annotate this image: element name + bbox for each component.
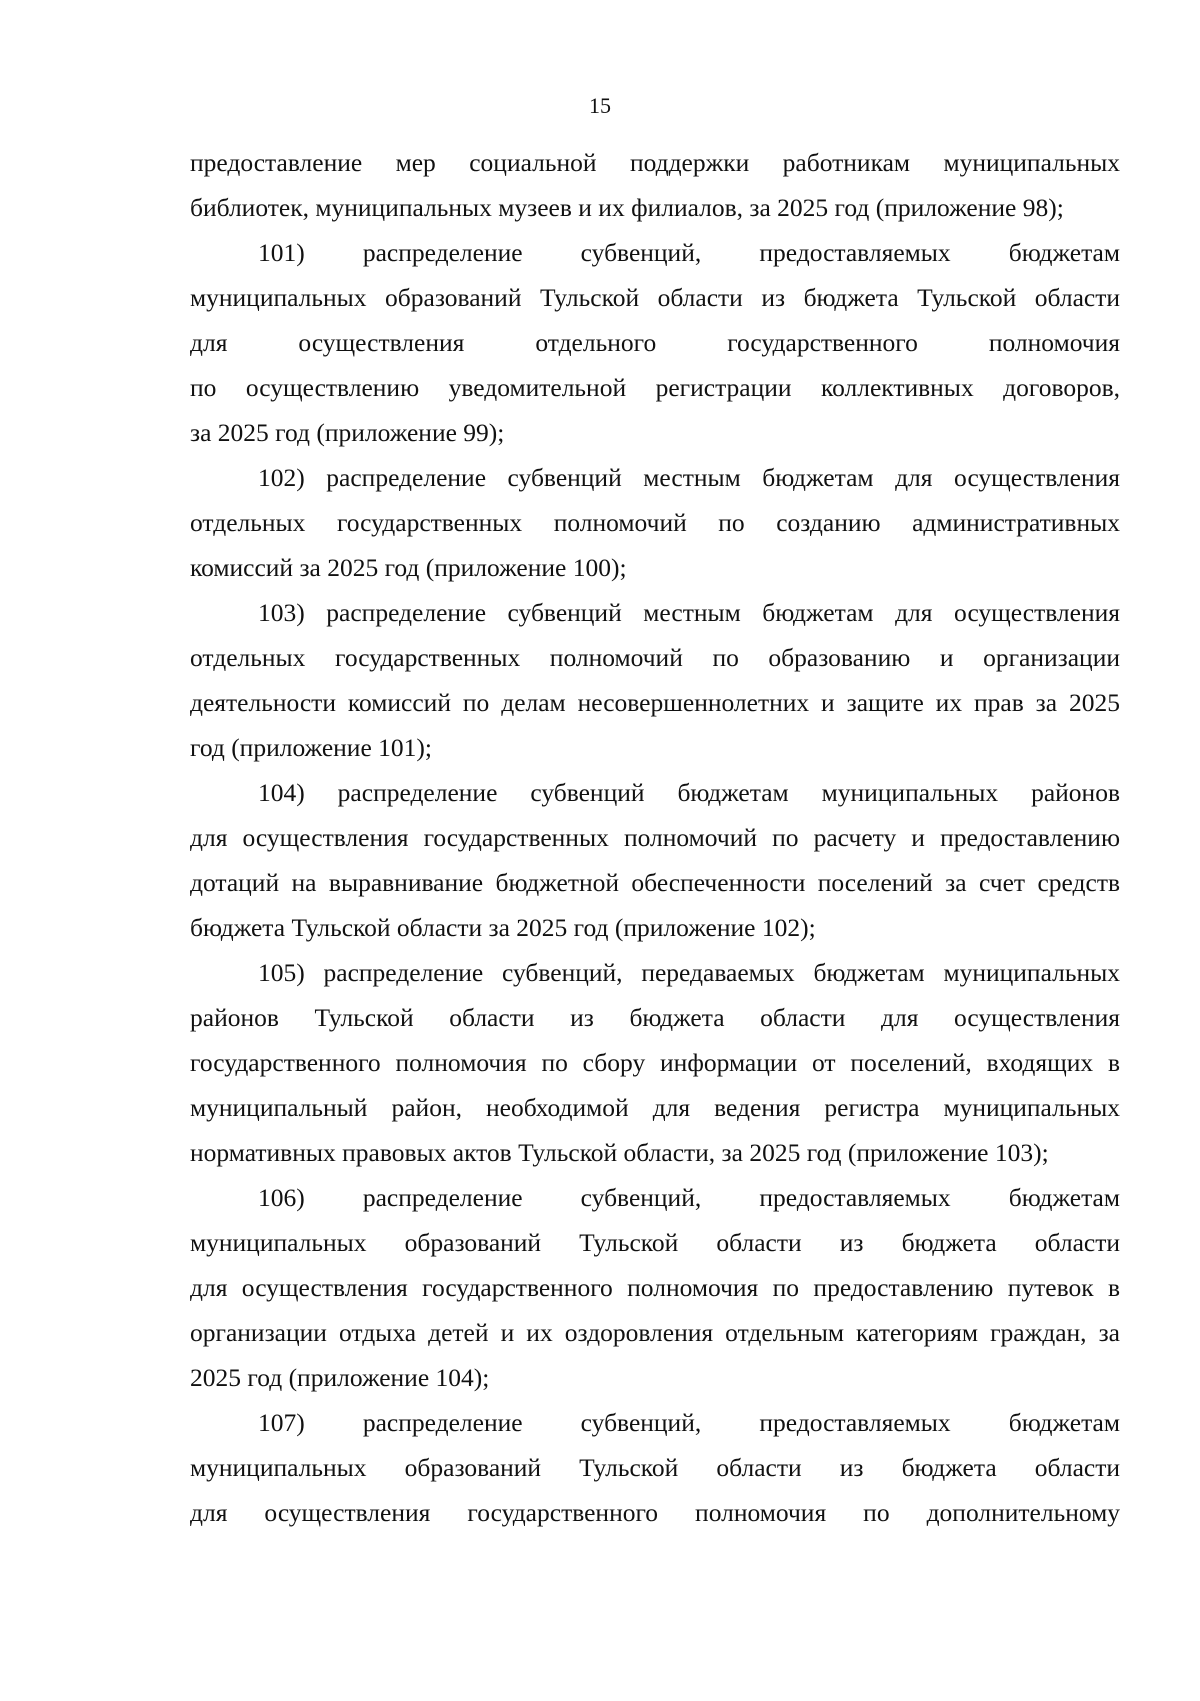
text-line: 104) распределение субвенций бюджетам муниципальных районов xyxy=(258,778,1120,807)
text-line: деятельности комиссий по делам несовершеннолетних и защите их прав за 2025 xyxy=(190,688,1120,717)
text-line: 106) распределение субвенций, предоставляемых бюджетам xyxy=(258,1183,1120,1212)
text-line: 107) распределение субвенций, предоставляемых бюджетам xyxy=(258,1408,1120,1437)
text-line: муниципальных образований Тульской области из бюджета Тульской области xyxy=(190,283,1120,312)
text-line: за 2025 год (приложение 99); xyxy=(190,418,505,447)
text-line: организации отдыха детей и их оздоровления отдельным категориям граждан, за xyxy=(190,1318,1120,1347)
text-line: предоставление мер социальной поддержки работникам муниципальных xyxy=(190,148,1120,177)
text-line: муниципальных образований Тульской области из бюджета области xyxy=(190,1453,1120,1482)
text-line: муниципальный район, необходимой для ведения регистра муниципальных xyxy=(190,1093,1120,1122)
text-line: 103) распределение субвенций местным бюджетам для осуществления xyxy=(258,598,1120,627)
text-line: для осуществления государственного полномочия по предоставлению путевок в xyxy=(190,1273,1120,1302)
text-line: 101) распределение субвенций, предоставляемых бюджетам xyxy=(258,238,1120,267)
text-line: для осуществления государственных полномочий по расчету и предоставлению xyxy=(190,823,1120,852)
text-line: бюджета Тульской области за 2025 год (приложение 102); xyxy=(190,913,816,942)
document-body xyxy=(190,140,1120,1535)
text-line: районов Тульской области из бюджета области для осуществления xyxy=(190,1003,1120,1032)
text-line: по осуществлению уведомительной регистрации коллективных договоров, xyxy=(190,373,1120,402)
text-line: для осуществления государственного полномочия по дополнительному xyxy=(190,1498,1120,1527)
page-number: 15 xyxy=(589,93,611,118)
text-line: отдельных государственных полномочий по образованию и организации xyxy=(190,643,1120,672)
text-line: дотаций на выравнивание бюджетной обеспеченности поселений за счет средств xyxy=(190,868,1120,897)
text-line: комиссий за 2025 год (приложение 100); xyxy=(190,553,627,582)
text-line: 102) распределение субвенций местным бюджетам для осуществления xyxy=(258,463,1120,492)
text-line: библиотек, муниципальных музеев и их филиалов, за 2025 год (приложение 98); xyxy=(190,193,1064,222)
text-line: 2025 год (приложение 104); xyxy=(190,1363,490,1392)
text-line: для осуществления отдельного государственного полномочия xyxy=(190,328,1120,357)
text-line: муниципальных образований Тульской области из бюджета области xyxy=(190,1228,1120,1257)
text-line: нормативных правовых актов Тульской области, за 2025 год (приложение 103); xyxy=(190,1138,1049,1167)
text-line: 105) распределение субвенций, передаваемых бюджетам муниципальных xyxy=(258,958,1120,987)
text-line: отдельных государственных полномочий по созданию административных xyxy=(190,508,1120,537)
text-line: год (приложение 101); xyxy=(190,733,432,762)
text-line: государственного полномочия по сбору информации от поселений, входящих в xyxy=(190,1048,1120,1077)
